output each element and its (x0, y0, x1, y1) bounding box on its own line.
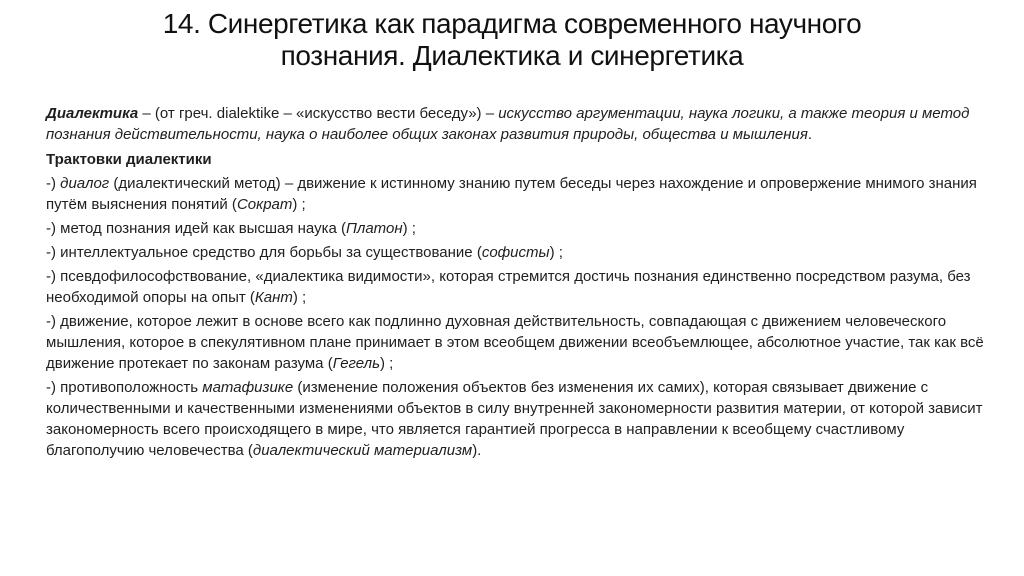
list-item-sophists (46, 242, 991, 263)
definition-paragraph (46, 103, 991, 145)
slide-title (60, 8, 964, 72)
list-item-prefix: -) (46, 175, 61, 192)
list-item-ending: ) ; (379, 355, 394, 372)
list-item-text: метод познания идей как высшая наука ( (60, 220, 346, 237)
list-item-author: софисты (481, 244, 550, 261)
list-item-text: интеллектуальное средство для борьбы за существование ( (60, 244, 482, 261)
list-item-prefix: -) (46, 313, 61, 330)
list-item-prefix: -) (46, 220, 61, 237)
list-item-author: Кант (254, 289, 293, 306)
list-item-author: диалектический материализм (252, 442, 473, 459)
list-item-ending: ). (472, 442, 482, 459)
list-item-prefix: -) (46, 244, 61, 261)
list-item-text: движение, которое лежит в основе всего как подлинно духовная действительность, совпадающая с движением человеческого мышления, которое в спекулятивном плане принимает в этом всеобщем движении всеобъемлющее, абсолютное участие, так как всё движение протекает по законам разума ( (46, 313, 984, 372)
definition-term: Диалектика (46, 105, 139, 122)
list-item-ending: ) ; (292, 289, 307, 306)
slide-body (46, 103, 991, 464)
definition-end: . (807, 126, 813, 143)
list-item-term: матафизике (202, 379, 294, 396)
definition-origin: – (от греч. dialektike – «искусство вести беседу») – (138, 105, 499, 122)
list-item-author: Гегель (332, 355, 380, 372)
list-item-kant (46, 266, 991, 308)
list-item-text: псевдофилософствование, «диалектика видимости», которая стремится достичь познания единственно посредством разума, без необходимой опоры на опыт ( (46, 268, 971, 306)
list-item-prefix: -) (46, 268, 61, 285)
list-item-ending: ) ; (292, 196, 306, 213)
slide-title-line-2: познания. Диалектика и синергетика (280, 40, 744, 71)
list-item-author: Платон (345, 220, 403, 237)
list-item-hegel (46, 311, 991, 374)
list-item-text: (диалектический метод) – движение к истинному знанию путем беседы через нахождение и опровержение мнимого знания путём выяснения понятий ( (46, 175, 977, 213)
list-item-ending: ) ; (402, 220, 416, 237)
list-item-term: диалог (60, 175, 110, 192)
list-item-dialogue (46, 173, 991, 215)
list-item-prefix: -) (46, 379, 61, 396)
interpretations-heading: Трактовки диалектики (46, 151, 212, 168)
list-item-ending: ) ; (549, 244, 563, 261)
list-item-materialism (46, 377, 991, 461)
slide-title-line-1: 14. Синергетика как парадигма современного научного (162, 8, 862, 39)
definition-meaning: искусство аргументации, наука логики, а также теория и метод познания действительности, наука о наиболее общих законах развития природы, общества и мышления (46, 105, 970, 143)
list-item-author: Сократ (236, 196, 293, 213)
list-item-text: противоположность (60, 379, 203, 396)
list-item-plato (46, 218, 991, 239)
list-item-text-continued: (изменение положения объектов без изменения их самих), которая связывает движение с количественными и качественными изменениями объектов в силу внутренней закономерности развития материи, от которой зависит закономерность всего происходящего в мире, что является гарантией прогресса в направлении к всеобщему счастливому благополучию человечества ( (46, 379, 983, 459)
